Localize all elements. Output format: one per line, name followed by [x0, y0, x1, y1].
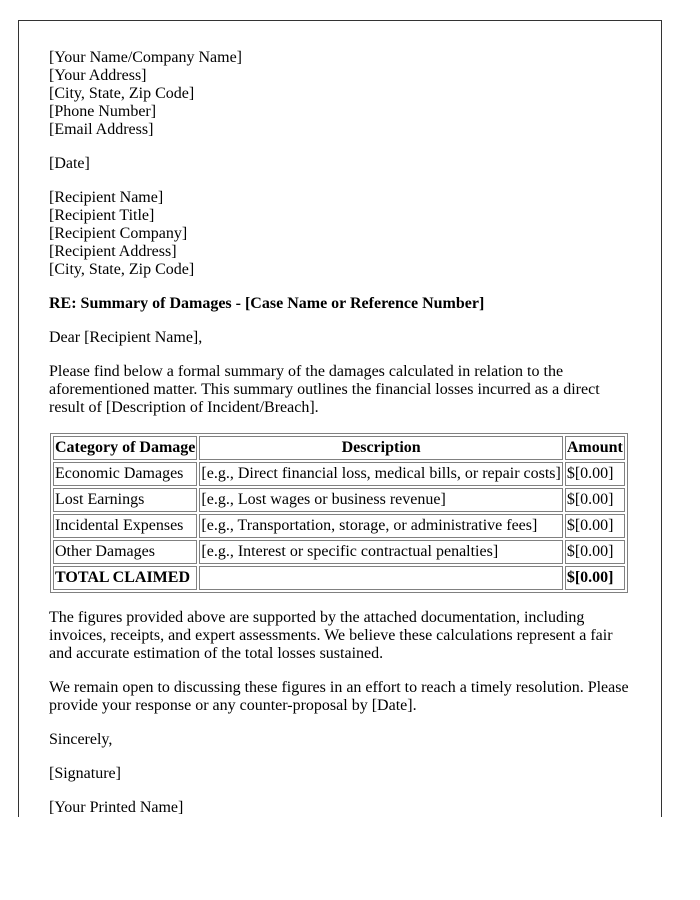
- sender-email: [Email Address]: [49, 121, 154, 138]
- amount-cell: $[0.00]: [565, 540, 625, 564]
- amount-cell: $[0.00]: [565, 514, 625, 538]
- signature: [Signature]: [49, 765, 121, 782]
- table-row: [53, 514, 625, 538]
- category-cell: Lost Earnings: [53, 488, 197, 512]
- printed-name: [Your Printed Name]: [49, 799, 184, 816]
- support-paragraph: The figures provided above are supported by the attached documentation, including invoices, receipts, and expert assessments. We believe these calculations represent a fair and accurate estimation of the total losses sustained.: [49, 609, 613, 662]
- letter-date: [Date]: [49, 155, 90, 172]
- total-amount: $[0.00]: [565, 566, 625, 590]
- category-cell: Incidental Expenses: [53, 514, 197, 538]
- salutation: Dear [Recipient Name],: [49, 329, 203, 346]
- closing: Sincerely,: [49, 731, 113, 748]
- recipient-block: [49, 189, 630, 279]
- category-cell: Economic Damages: [53, 462, 197, 486]
- header-amount: Amount: [565, 436, 625, 460]
- sender-phone: [Phone Number]: [49, 103, 157, 120]
- sender-address: [Your Address]: [49, 67, 147, 84]
- total-description: [199, 566, 562, 590]
- recipient-name: [Recipient Name]: [49, 189, 164, 206]
- amount-cell: $[0.00]: [565, 462, 625, 486]
- description-cell: [e.g., Direct financial loss, medical bills, or repair costs]: [199, 462, 562, 486]
- category-cell: Other Damages: [53, 540, 197, 564]
- subject-line: RE: Summary of Damages - [Case Name or Reference Number]: [49, 295, 485, 312]
- table-row: [53, 540, 625, 564]
- recipient-title: [Recipient Title]: [49, 207, 155, 224]
- recipient-company: [Recipient Company]: [49, 225, 188, 242]
- description-cell: [e.g., Lost wages or business revenue]: [199, 488, 562, 512]
- table-row: [53, 462, 625, 486]
- recipient-address: [Recipient Address]: [49, 243, 177, 260]
- table-row: [53, 488, 625, 512]
- table-header-row: [53, 436, 625, 460]
- letter-page: [18, 20, 662, 817]
- resolution-paragraph: We remain open to discussing these figures in an effort to reach a timely resolution. Please provide your response or any counter-proposal by [Date].: [49, 679, 629, 714]
- header-description: Description: [199, 436, 562, 460]
- intro-paragraph: Please find below a formal summary of the damages calculated in relation to the aforementioned matter. This summary outlines the financial losses incurred as a direct result of [Description of Incident/Breach].: [49, 363, 600, 416]
- sender-block: [49, 49, 630, 139]
- recipient-city: [City, State, Zip Code]: [49, 261, 195, 278]
- description-cell: [e.g., Interest or specific contractual penalties]: [199, 540, 562, 564]
- description-cell: [e.g., Transportation, storage, or administrative fees]: [199, 514, 562, 538]
- damages-table: [50, 433, 628, 593]
- header-category: Category of Damage: [53, 436, 197, 460]
- sender-name: [Your Name/Company Name]: [49, 49, 243, 66]
- amount-cell: $[0.00]: [565, 488, 625, 512]
- total-label: TOTAL CLAIMED: [53, 566, 197, 590]
- sender-city: [City, State, Zip Code]: [49, 85, 195, 102]
- total-row: [53, 566, 625, 590]
